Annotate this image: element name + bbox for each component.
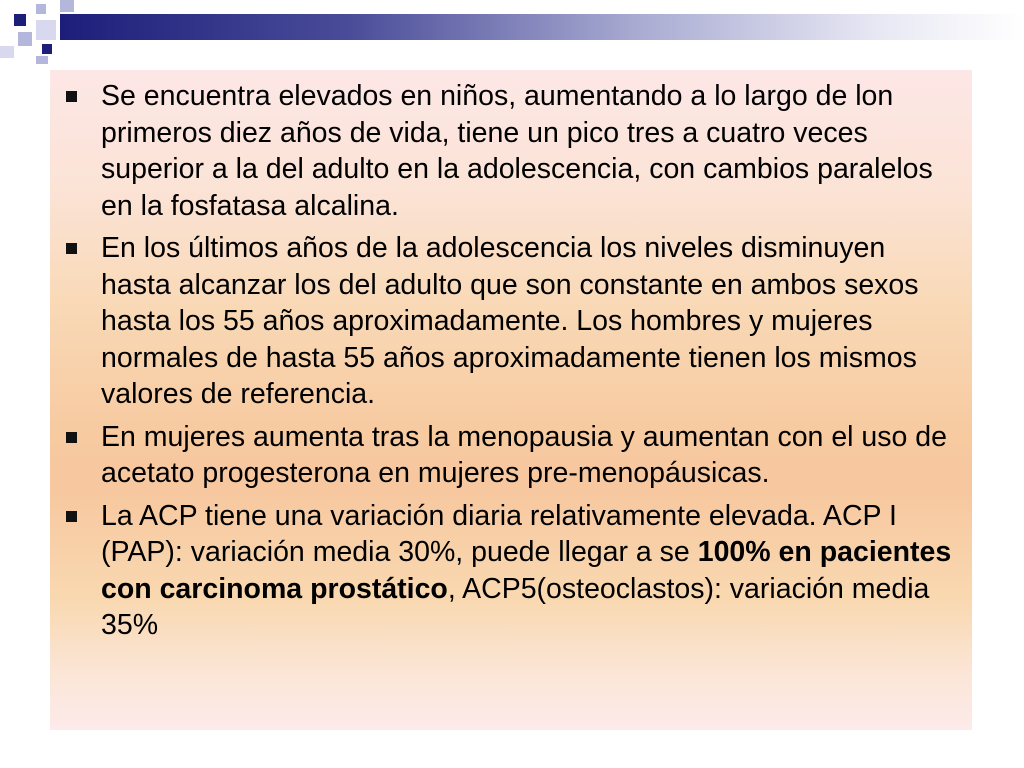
bullet-text-part2: , ACP5(osteoclastos): variación media 35% xyxy=(101,572,930,641)
square-bullet-icon xyxy=(66,243,77,254)
bullet-text-bold: 100% en pacientes con carcinoma prostático xyxy=(101,536,952,605)
corner-square-pale xyxy=(36,20,56,40)
bullet-item xyxy=(50,230,972,413)
square-bullet-icon xyxy=(66,91,77,102)
bullet-list xyxy=(50,78,972,650)
content-box xyxy=(50,70,972,730)
square-bullet-icon xyxy=(66,432,77,443)
corner-square-navy xyxy=(14,14,26,26)
bullet-text: En los últimos años de la adolescencia los niveles disminuyen hasta alcanzar los del adulto que son constante en ambos sexos hasta los 55 años aproximadamente. Los hombres y mujeres normales de hasta 55 años aproximadamente tienen los mismos valores de referencia. xyxy=(101,232,919,410)
corner-square-lavender xyxy=(36,56,48,64)
corner-square-navy xyxy=(42,44,52,54)
bullet-text-part1: La ACP tiene una variación diaria relativamente elevada. ACP I (PAP): variación media 30%, puede llegar a se xyxy=(101,499,897,568)
corner-square-lavender xyxy=(18,32,32,46)
bullet-text: Se encuentra elevados en niños, aumentando a lo largo de lon primeros diez años de vida, tiene un pico tres a cuatro veces superior a la del adulto en la adolescencia, con cambios paralelos en la fosfatasa alcalina. xyxy=(101,80,933,222)
corner-square-lavender xyxy=(60,0,74,12)
square-bullet-icon xyxy=(66,511,77,522)
bullet-item xyxy=(50,419,972,492)
bullet-item xyxy=(50,498,972,644)
corner-square-lavender xyxy=(36,4,46,14)
bullet-item xyxy=(50,78,972,224)
title-gradient-bar xyxy=(60,14,1024,40)
bullet-text: En mujeres aumenta tras la menopausia y aumentan con el uso de acetato progesterona en mujeres pre-menopáusicas. xyxy=(101,420,947,489)
corner-square-pale xyxy=(0,46,14,58)
